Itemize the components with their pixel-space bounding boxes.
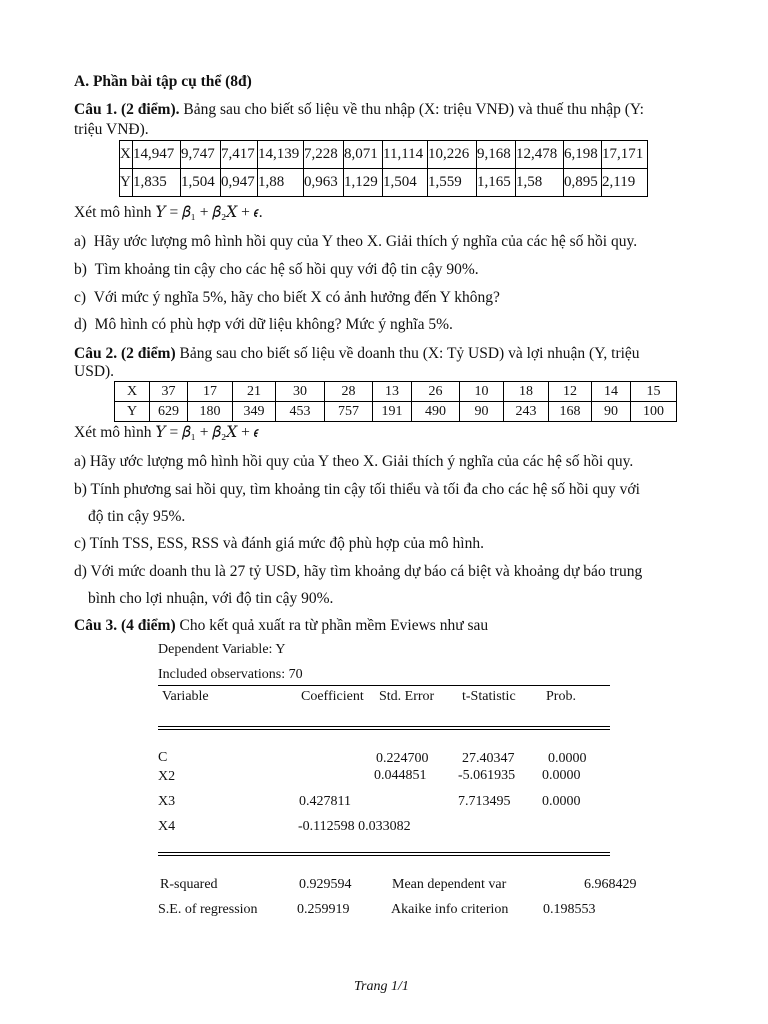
q1-x-cell: 14,947 (133, 141, 181, 169)
q1-data-table (119, 140, 648, 197)
eviews-header-coefficient: Coefficient (301, 689, 364, 704)
eviews-header-std-error: Std. Error (379, 689, 435, 704)
q1-y-cell: 1,129 (344, 169, 383, 197)
eviews-row-x3-t: 7.713495 (458, 794, 511, 809)
eviews-row-c-name: C (158, 750, 168, 765)
q2-x-cell: 13 (373, 382, 412, 402)
q1-x-cell: 7,417 (221, 141, 258, 169)
q2-item-b-line2: độ tin cậy 95%. (88, 508, 186, 525)
q1-intro-line2: triệu VNĐ). (74, 121, 149, 138)
q2-item-b-line1: b) Tính phương sai hồi quy, tìm khoảng tin cậy tối thiểu và tối đa cho các hệ số hồi quy với (74, 481, 640, 498)
q1-intro-line1: Bảng sau cho biết số liệu về thu nhập (X: triệu VNĐ) và thuế thu nhập (Y: (183, 101, 644, 118)
eviews-row-x4-coef: -0.112598 (298, 819, 355, 834)
page-footer: Trang 1/1 (354, 979, 409, 994)
q1-item-c (74, 286, 500, 310)
eviews-header-variable: Variable (162, 689, 209, 704)
q1-item-a-text: Hãy ước lượng mô hình hồi quy của Y theo X. Giải thích ý nghĩa của các hệ số hồi quy. (93, 233, 638, 250)
q2-x-cell: 26 (412, 382, 460, 402)
q2-x-cell: 12 (549, 382, 592, 402)
q2-item-d-line2: bình cho lợi nhuận, với độ tin cậy 90%. (88, 590, 334, 607)
q1-item-b (74, 258, 479, 282)
q2-x-cell: 30 (276, 382, 325, 402)
eviews-rule-bottom-1 (158, 852, 610, 853)
q3-intro-text: Cho kết quả xuất ra từ phần mềm Eviews như sau (179, 617, 489, 634)
eviews-r-squared-label: R-squared (160, 877, 218, 892)
q1-x-cell: 7,228 (304, 141, 344, 169)
q2-y-cell: 453 (276, 402, 325, 422)
q2-data-table (114, 381, 677, 422)
eviews-se-regression-value: 0.259919 (297, 902, 350, 917)
eviews-row-x2-p: 0.0000 (542, 768, 581, 783)
q1-x-cell: 14,139 (258, 141, 304, 169)
q2-y-row (115, 402, 677, 422)
eviews-row-x4-name: X4 (158, 819, 176, 834)
q1-y-cell: 1,165 (477, 169, 516, 197)
q1-y-row (120, 169, 648, 197)
q1-y-cell: 1,504 (383, 169, 428, 197)
eviews-row-x3-name: X3 (158, 794, 176, 809)
q2-y-cell: 243 (504, 402, 549, 422)
q1-x-cell: 9,168 (477, 141, 516, 169)
q2-y-cell: 90 (460, 402, 504, 422)
q1-x-cell: 10,226 (428, 141, 477, 169)
q2-y-cell: 757 (325, 402, 373, 422)
eviews-row-x2-name: X2 (158, 769, 176, 784)
q2-intro (74, 342, 640, 366)
eviews-row-x4-se: 0.033082 (358, 819, 411, 834)
eviews-row-x2-t: -5.061935 (458, 768, 516, 783)
q2-y-cell: 90 (592, 402, 631, 422)
q1-item-a (74, 230, 637, 254)
q1-x-cell: 6,198 (564, 141, 602, 169)
q1-x-cell: 9,747 (181, 141, 221, 169)
q1-y-cell: 1,559 (428, 169, 477, 197)
q2-item-c: c) Tính TSS, ESS, RSS và đánh giá mức độ phù hợp của mô hình. (74, 535, 484, 552)
q1-y-cell: 2,119 (602, 169, 648, 197)
eviews-rule-bottom-2 (158, 855, 610, 856)
eviews-mean-dependent-value: 6.968429 (584, 877, 637, 892)
q1-y-cell: 1,58 (516, 169, 564, 197)
q1-y-label-cell: Y (120, 169, 133, 197)
q2-y-cell: 349 (233, 402, 276, 422)
eviews-r-squared-value: 0.929594 (299, 877, 352, 892)
eviews-row-c-p: 0.0000 (548, 751, 587, 766)
q2-item-d-line1: d) Với mức doanh thu là 27 tỷ USD, hãy tìm khoảng dự báo cá biệt và khoảng dự báo trung (74, 563, 643, 580)
eviews-row-x2-se: 0.044851 (374, 768, 427, 783)
eviews-header-t-statistic: t-Statistic (462, 689, 516, 704)
eviews-se-regression-label: S.E. of regression (158, 902, 258, 917)
q2-x-cell: 28 (325, 382, 373, 402)
q2-x-cell: 10 (460, 382, 504, 402)
q1-item-c-text: Với mức ý nghĩa 5%, hãy cho biết X có ảnh hưởng đến Y không? (93, 289, 500, 306)
q1-item-d-text: Mô hình có phù hợp với dữ liệu không? Mức ý nghĩa 5%. (94, 316, 453, 333)
eviews-row-c-se: 0.224700 (376, 751, 429, 766)
q1-intro (74, 98, 644, 122)
eviews-header-prob: Prob. (546, 689, 576, 704)
eviews-row-x3-p: 0.0000 (542, 794, 581, 809)
q2-x-row (115, 382, 677, 402)
q1-y-cell: 1,504 (181, 169, 221, 197)
q2-model: Xét mô hình 𝑌 = 𝛽₁ + 𝛽₂𝑋 + 𝜖 (74, 424, 259, 441)
q1-label: Câu 1. (2 điểm). (74, 101, 180, 118)
q3-label: Câu 3. (4 điểm) (74, 617, 176, 634)
q1-x-label-cell: X (120, 141, 133, 169)
eviews-row-x4-coef-se (298, 818, 411, 836)
q3-intro (74, 614, 488, 638)
q1-x-cell: 11,114 (383, 141, 428, 169)
q2-intro-line1: Bảng sau cho biết số liệu về doanh thu (X: Tỷ USD) và lợi nhuận (Y, triệu (179, 345, 640, 362)
q2-x-cell: 17 (188, 382, 233, 402)
q2-y-cell: 168 (549, 402, 592, 422)
q1-x-cell: 8,071 (344, 141, 383, 169)
eviews-observations: Included observations: 70 (158, 667, 303, 682)
q2-x-cell: 14 (592, 382, 631, 402)
q2-y-cell: 100 (631, 402, 677, 422)
q2-y-cell: 629 (150, 402, 188, 422)
eviews-akaike-label: Akaike info criterion (391, 902, 509, 917)
q1-item-d (74, 313, 453, 337)
q2-item-a: a) Hãy ước lượng mô hình hồi quy của Y theo X. Giải thích ý nghĩa của các hệ số hồi quy. (74, 453, 634, 470)
q1-y-cell: 1,835 (133, 169, 181, 197)
q2-y-cell: 191 (373, 402, 412, 422)
q1-model: Xét mô hình 𝑌 = 𝛽₁ + 𝛽₂𝑋 + 𝜖. (74, 204, 263, 221)
q1-item-a-letter: a) (74, 233, 87, 250)
q2-x-cell: 37 (150, 382, 188, 402)
q1-item-b-text: Tìm khoảng tin cậy cho các hệ số hồi quy với độ tin cậy 90%. (94, 261, 479, 278)
eviews-akaike-value: 0.198553 (543, 902, 596, 917)
eviews-rule-header-2 (158, 729, 610, 730)
q2-label: Câu 2. (2 điểm) (74, 345, 176, 362)
eviews-rule-header-1 (158, 726, 610, 727)
q2-intro-line2: USD). (74, 363, 115, 380)
q1-y-cell: 0,947 (221, 169, 258, 197)
q1-x-row (120, 141, 648, 169)
q1-y-cell: 0,895 (564, 169, 602, 197)
q1-y-cell: 1,88 (258, 169, 304, 197)
eviews-rule-top (158, 685, 610, 686)
q1-item-c-letter: c) (74, 289, 87, 306)
q1-x-cell: 12,478 (516, 141, 564, 169)
q1-item-b-letter: b) (74, 261, 87, 278)
q2-x-cell: 21 (233, 382, 276, 402)
eviews-row-x3-coef: 0.427811 (299, 794, 351, 809)
q2-x-cell: 15 (631, 382, 677, 402)
eviews-dependent-variable: Dependent Variable: Y (158, 642, 286, 657)
eviews-mean-dependent-label: Mean dependent var (392, 877, 507, 892)
q2-x-label-cell: X (115, 382, 150, 402)
q2-y-label-cell: Y (115, 402, 150, 422)
q2-y-cell: 180 (188, 402, 233, 422)
section-title: A. Phần bài tập cụ thể (8đ) (74, 73, 252, 90)
q1-y-cell: 0,963 (304, 169, 344, 197)
q2-y-cell: 490 (412, 402, 460, 422)
q2-x-cell: 18 (504, 382, 549, 402)
q1-item-d-letter: d) (74, 316, 87, 333)
q1-x-cell: 17,171 (602, 141, 648, 169)
eviews-row-c-t: 27.40347 (462, 751, 515, 766)
